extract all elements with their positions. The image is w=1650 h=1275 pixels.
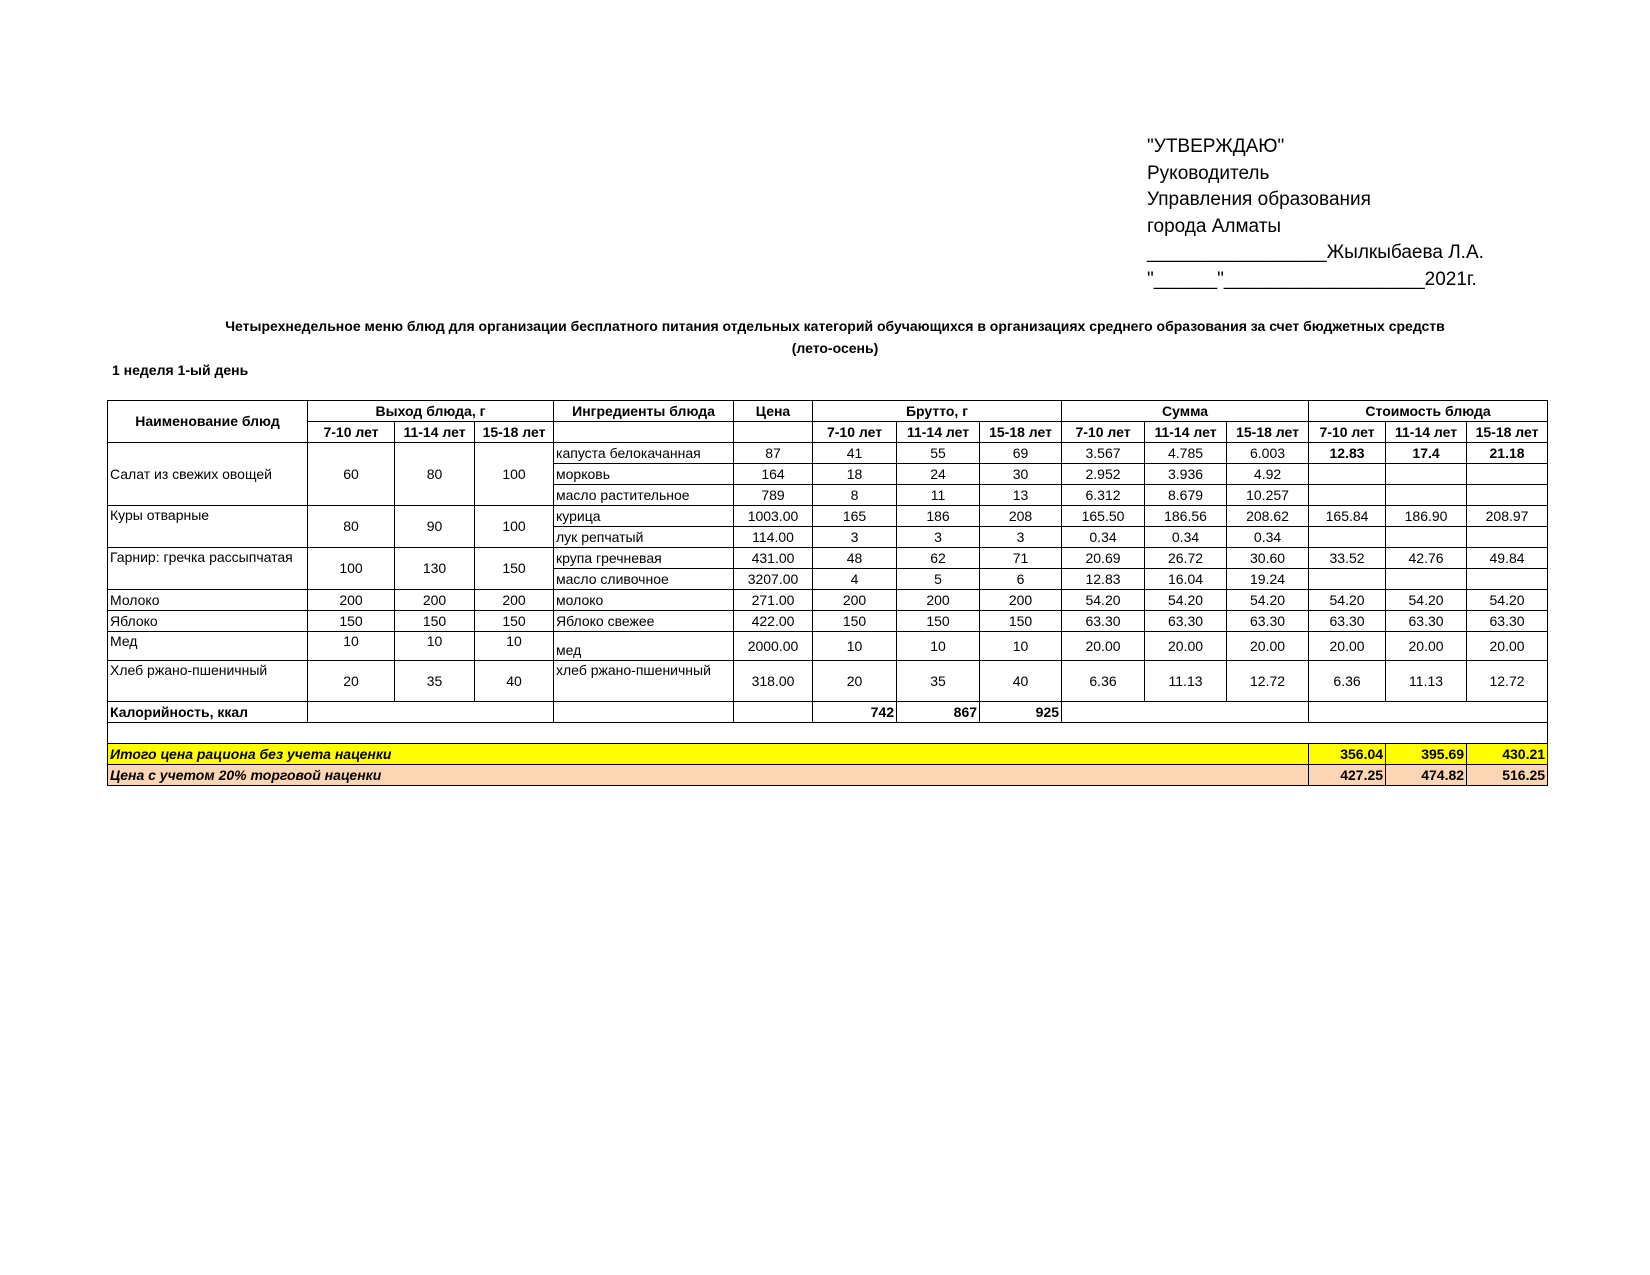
- yield-cell: 80: [395, 443, 475, 506]
- header-age: 11-14 лет: [1145, 422, 1227, 443]
- approval-block: [1147, 134, 1484, 294]
- cost-cell: [1309, 464, 1386, 485]
- sum-cell: 54.20: [1062, 590, 1145, 611]
- total-value: 430.21: [1467, 744, 1548, 765]
- yield-cell: 35: [395, 661, 475, 702]
- gross-cell: 186: [897, 506, 980, 527]
- total-row: [108, 744, 1548, 765]
- sum-cell: 12.72: [1227, 661, 1309, 702]
- yield-cell: 200: [395, 590, 475, 611]
- markup-value: 427.25: [1309, 765, 1386, 786]
- gross-cell: 35: [897, 661, 980, 702]
- approval-city: города Алматы: [1147, 215, 1282, 237]
- cost-cell: 12.72: [1467, 661, 1548, 702]
- sum-cell: 208.62: [1227, 506, 1309, 527]
- sum-cell: 26.72: [1145, 548, 1227, 569]
- table-row: [108, 548, 1548, 569]
- cost-cell: 208.97: [1467, 506, 1548, 527]
- yield-cell: 100: [475, 506, 554, 548]
- cost-cell: 21.18: [1467, 443, 1548, 464]
- dish-name: Мед: [108, 632, 308, 661]
- cost-cell: 63.30: [1309, 611, 1386, 632]
- cost-cell: 165.84: [1309, 506, 1386, 527]
- header-age: 15-18 лет: [1227, 422, 1309, 443]
- gross-cell: 18: [813, 464, 897, 485]
- sum-cell: 11.13: [1145, 661, 1227, 702]
- cost-cell: [1386, 527, 1467, 548]
- header-age: 15-18 лет: [1467, 422, 1548, 443]
- calories-value: 867: [897, 702, 980, 723]
- yield-cell: 60: [308, 443, 395, 506]
- cost-cell: [1309, 527, 1386, 548]
- cost-cell: [1386, 485, 1467, 506]
- cost-cell: [1467, 527, 1548, 548]
- header-empty: [734, 422, 813, 443]
- header-price: Цена: [734, 401, 813, 422]
- gross-cell: 11: [897, 485, 980, 506]
- gross-cell: 71: [980, 548, 1062, 569]
- cost-cell: 20.00: [1386, 632, 1467, 661]
- header-dish: Наименование блюд: [108, 401, 308, 443]
- header-age: 11-14 лет: [395, 422, 475, 443]
- dish-name: Салат из свежих овощей: [108, 443, 308, 506]
- title-main: Четырехнедельное меню блюд для организации бесплатного питания отдельных категорий обучающихся в организациях среднего образования за счет бюджетных средств: [225, 318, 1445, 334]
- gross-cell: 10: [813, 632, 897, 661]
- yield-cell: 150: [395, 611, 475, 632]
- sum-cell: 3.567: [1062, 443, 1145, 464]
- sum-cell: 2.952: [1062, 464, 1145, 485]
- price-cell: 114.00: [734, 527, 813, 548]
- price-cell: 2000.00: [734, 632, 813, 661]
- yield-cell: 200: [475, 590, 554, 611]
- sum-cell: 63.30: [1145, 611, 1227, 632]
- yield-cell: 80: [308, 506, 395, 548]
- empty-cell: [108, 723, 1548, 744]
- ingredient-name: молоко: [554, 590, 734, 611]
- calories-row: [108, 702, 1548, 723]
- total-value: 356.04: [1309, 744, 1386, 765]
- gross-cell: 8: [813, 485, 897, 506]
- yield-cell: 10: [395, 632, 475, 661]
- price-cell: 1003.00: [734, 506, 813, 527]
- header-age: 11-14 лет: [1386, 422, 1467, 443]
- empty-cell: [1062, 702, 1309, 723]
- gross-cell: 150: [897, 611, 980, 632]
- header-row-1: [108, 401, 1548, 422]
- gross-cell: 41: [813, 443, 897, 464]
- cost-cell: 42.76: [1386, 548, 1467, 569]
- gross-cell: 200: [897, 590, 980, 611]
- ingredient-name: масло растительное: [554, 485, 734, 506]
- sum-cell: 19.24: [1227, 569, 1309, 590]
- yield-cell: 20: [308, 661, 395, 702]
- calories-value: 925: [980, 702, 1062, 723]
- menu-table: [107, 400, 1548, 786]
- gross-cell: 20: [813, 661, 897, 702]
- gross-cell: 200: [813, 590, 897, 611]
- empty-cell: [554, 702, 734, 723]
- cost-cell: 54.20: [1309, 590, 1386, 611]
- total-label: Итого цена рациона без учета наценки: [108, 744, 1309, 765]
- header-empty: [554, 422, 734, 443]
- sum-cell: 8.679: [1145, 485, 1227, 506]
- calories-value: 742: [813, 702, 897, 723]
- header-age: 15-18 лет: [980, 422, 1062, 443]
- gross-cell: 4: [813, 569, 897, 590]
- cost-cell: 54.20: [1467, 590, 1548, 611]
- yield-cell: 150: [308, 611, 395, 632]
- yield-cell: 200: [308, 590, 395, 611]
- cost-cell: [1386, 569, 1467, 590]
- total-value: 395.69: [1386, 744, 1467, 765]
- dish-name: Куры отварные: [108, 506, 308, 548]
- ingredient-name: Яблоко свежее: [554, 611, 734, 632]
- yield-cell: 10: [475, 632, 554, 661]
- gross-cell: 200: [980, 590, 1062, 611]
- empty-cell: [1309, 702, 1548, 723]
- cost-cell: [1309, 569, 1386, 590]
- cost-cell: 20.00: [1467, 632, 1548, 661]
- gross-cell: 3: [897, 527, 980, 548]
- gross-cell: 5: [897, 569, 980, 590]
- approval-position: Руководитель: [1147, 162, 1270, 184]
- approval-stamp: "УТВЕРЖДАЮ": [1147, 136, 1285, 157]
- sum-cell: 0.34: [1062, 527, 1145, 548]
- yield-cell: 150: [475, 548, 554, 590]
- table-row: [108, 611, 1548, 632]
- table-row: [108, 632, 1548, 661]
- cost-cell: 49.84: [1467, 548, 1548, 569]
- sum-cell: 16.04: [1145, 569, 1227, 590]
- markup-row: [108, 765, 1548, 786]
- cost-cell: [1467, 569, 1548, 590]
- dish-name: Яблоко: [108, 611, 308, 632]
- calories-label: Калорийность, ккал: [108, 702, 308, 723]
- gross-cell: 10: [897, 632, 980, 661]
- gross-cell: 55: [897, 443, 980, 464]
- markup-value: 516.25: [1467, 765, 1548, 786]
- gross-cell: 3: [813, 527, 897, 548]
- gross-cell: 69: [980, 443, 1062, 464]
- sum-cell: 6.312: [1062, 485, 1145, 506]
- gross-cell: 24: [897, 464, 980, 485]
- cost-cell: 33.52: [1309, 548, 1386, 569]
- cost-cell: [1467, 485, 1548, 506]
- ingredient-name: капуста белокачанная: [554, 443, 734, 464]
- ingredient-name: мед: [554, 632, 734, 661]
- gross-cell: 40: [980, 661, 1062, 702]
- header-row-2: [108, 422, 1548, 443]
- yield-cell: 40: [475, 661, 554, 702]
- header-ingredients: Ингредиенты блюда: [554, 401, 734, 422]
- gross-cell: 62: [897, 548, 980, 569]
- price-cell: 422.00: [734, 611, 813, 632]
- cost-cell: 20.00: [1309, 632, 1386, 661]
- table-row: [108, 443, 1548, 464]
- sum-cell: 0.34: [1145, 527, 1227, 548]
- price-cell: 318.00: [734, 661, 813, 702]
- markup-value: 474.82: [1386, 765, 1467, 786]
- yield-cell: 100: [308, 548, 395, 590]
- ingredient-name: курица: [554, 506, 734, 527]
- sum-cell: 20.00: [1227, 632, 1309, 661]
- empty-cell: [308, 702, 554, 723]
- sum-cell: 30.60: [1227, 548, 1309, 569]
- sum-cell: 54.20: [1227, 590, 1309, 611]
- sum-cell: 20.00: [1062, 632, 1145, 661]
- sum-cell: 0.34: [1227, 527, 1309, 548]
- yield-cell: 10: [308, 632, 395, 661]
- sum-cell: 4.785: [1145, 443, 1227, 464]
- cost-cell: [1386, 464, 1467, 485]
- table-row: [108, 661, 1548, 702]
- gross-cell: 208: [980, 506, 1062, 527]
- price-cell: 789: [734, 485, 813, 506]
- yield-cell: 150: [475, 611, 554, 632]
- cost-cell: 12.83: [1309, 443, 1386, 464]
- ingredient-name: масло сливочное: [554, 569, 734, 590]
- gross-cell: 150: [980, 611, 1062, 632]
- cost-cell: 54.20: [1386, 590, 1467, 611]
- document-title: [110, 315, 1560, 359]
- price-cell: 271.00: [734, 590, 813, 611]
- ingredient-name: крупа гречневая: [554, 548, 734, 569]
- header-age: 11-14 лет: [897, 422, 980, 443]
- header-age: 7-10 лет: [308, 422, 395, 443]
- cost-cell: 63.30: [1467, 611, 1548, 632]
- sum-cell: 12.83: [1062, 569, 1145, 590]
- table-row: [108, 506, 1548, 527]
- approval-department: Управления образования: [1147, 189, 1371, 211]
- price-cell: 3207.00: [734, 569, 813, 590]
- yield-cell: 130: [395, 548, 475, 590]
- header-cost: Стоимость блюда: [1309, 401, 1548, 422]
- spacer-row: [108, 723, 1548, 744]
- title-season: (лето-осень): [791, 340, 879, 356]
- gross-cell: 165: [813, 506, 897, 527]
- dish-name: Хлеб ржано-пшеничный: [108, 661, 308, 702]
- approval-date-line: "______"___________________2021г.: [1147, 268, 1477, 290]
- dish-name: Гарнир: гречка рассыпчатая: [108, 548, 308, 590]
- cost-cell: 17.4: [1386, 443, 1467, 464]
- gross-cell: 48: [813, 548, 897, 569]
- table-row: [108, 590, 1548, 611]
- sum-cell: 63.30: [1227, 611, 1309, 632]
- cost-cell: 6.36: [1309, 661, 1386, 702]
- sum-cell: 186.56: [1145, 506, 1227, 527]
- cost-cell: 186.90: [1386, 506, 1467, 527]
- sum-cell: 3.936: [1145, 464, 1227, 485]
- sum-cell: 6.36: [1062, 661, 1145, 702]
- header-age: 7-10 лет: [1062, 422, 1145, 443]
- ingredient-name: хлеб ржано-пшеничный: [554, 661, 734, 702]
- gross-cell: 6: [980, 569, 1062, 590]
- gross-cell: 30: [980, 464, 1062, 485]
- cost-cell: [1467, 464, 1548, 485]
- header-age: 15-18 лет: [475, 422, 554, 443]
- ingredient-name: морковь: [554, 464, 734, 485]
- empty-cell: [734, 702, 813, 723]
- price-cell: 164: [734, 464, 813, 485]
- sum-cell: 63.30: [1062, 611, 1145, 632]
- gross-cell: 10: [980, 632, 1062, 661]
- dish-name: Молоко: [108, 590, 308, 611]
- sum-cell: 20.00: [1145, 632, 1227, 661]
- cost-cell: [1309, 485, 1386, 506]
- sum-cell: 20.69: [1062, 548, 1145, 569]
- cost-cell: 11.13: [1386, 661, 1467, 702]
- approval-signature-line: _________________Жылкыбаева Л.А.: [1147, 242, 1484, 264]
- gross-cell: 150: [813, 611, 897, 632]
- price-cell: 431.00: [734, 548, 813, 569]
- gross-cell: 13: [980, 485, 1062, 506]
- yield-cell: 100: [475, 443, 554, 506]
- header-gross: Брутто, г: [813, 401, 1062, 422]
- gross-cell: 3: [980, 527, 1062, 548]
- header-yield: Выход блюда, г: [308, 401, 554, 422]
- markup-label: Цена с учетом 20% торговой наценки: [108, 765, 1309, 786]
- ingredient-name: лук репчатый: [554, 527, 734, 548]
- header-age: 7-10 лет: [1309, 422, 1386, 443]
- yield-cell: 90: [395, 506, 475, 548]
- header-sum: Сумма: [1062, 401, 1309, 422]
- sum-cell: 165.50: [1062, 506, 1145, 527]
- sum-cell: 10.257: [1227, 485, 1309, 506]
- price-cell: 87: [734, 443, 813, 464]
- sum-cell: 4.92: [1227, 464, 1309, 485]
- day-label: 1 неделя 1-ый день: [112, 362, 249, 378]
- header-age: 7-10 лет: [813, 422, 897, 443]
- sum-cell: 6.003: [1227, 443, 1309, 464]
- sum-cell: 54.20: [1145, 590, 1227, 611]
- cost-cell: 63.30: [1386, 611, 1467, 632]
